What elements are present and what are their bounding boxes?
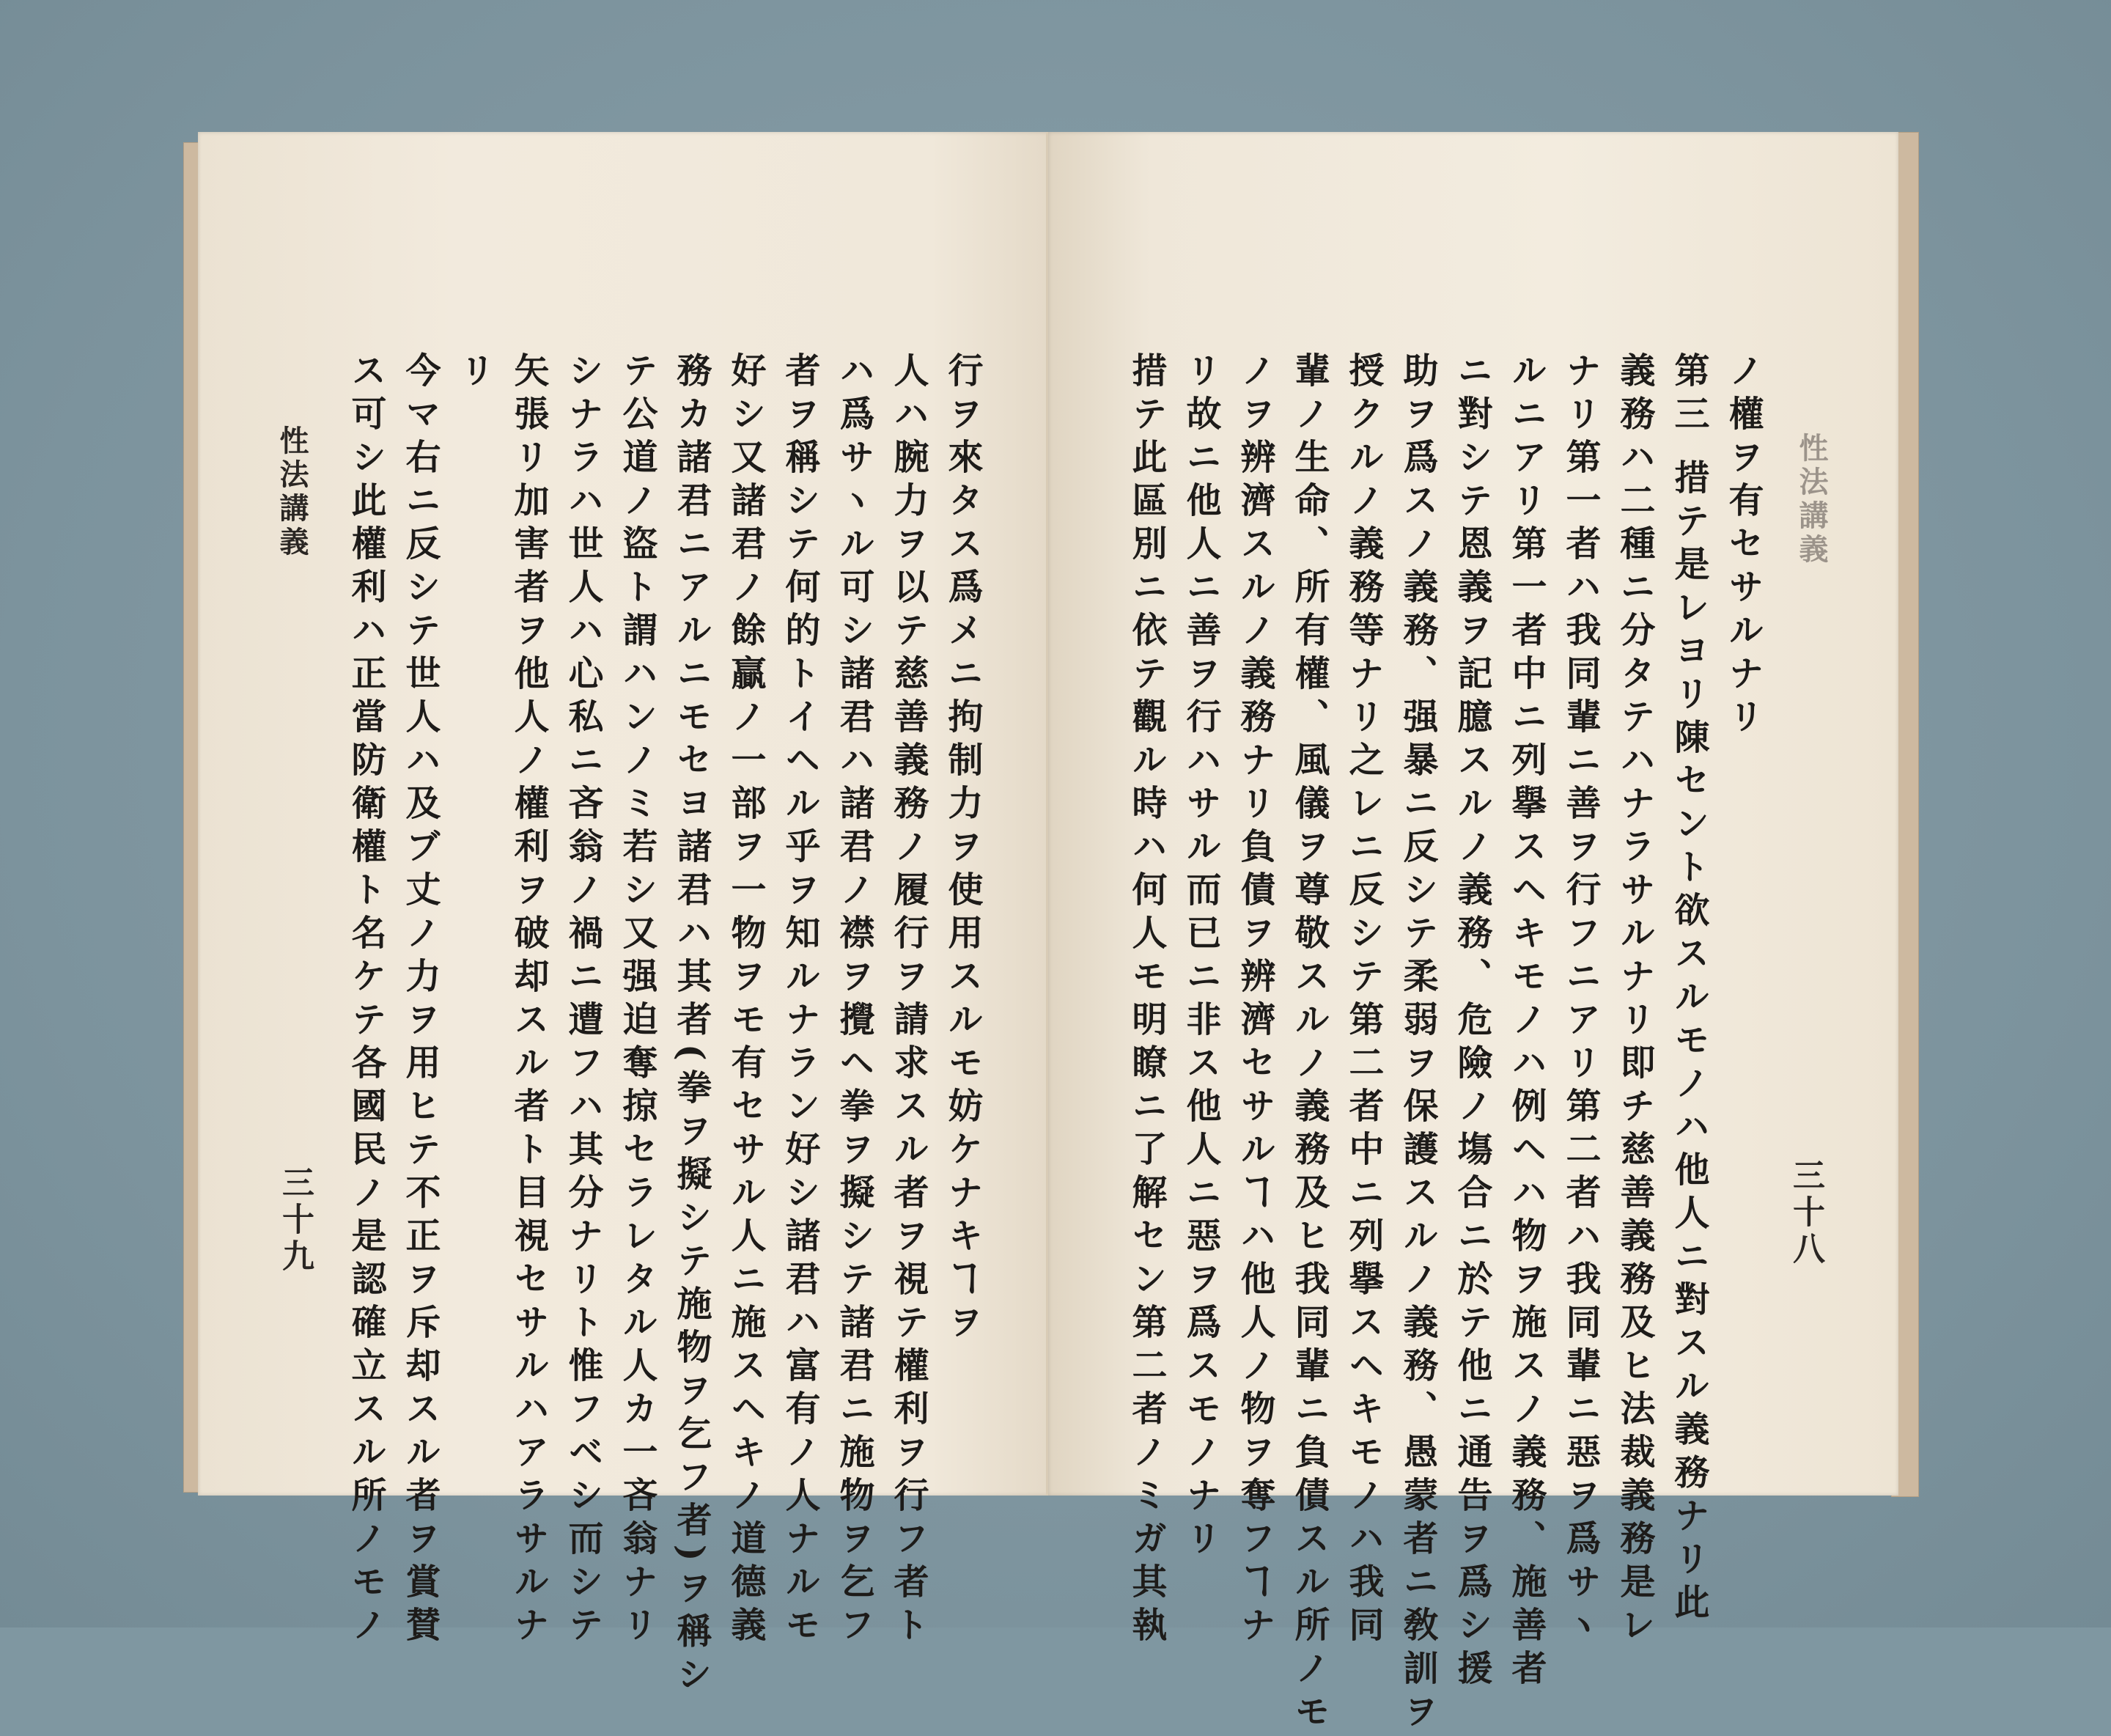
- text-line: ノ權ヲ有セサルナリ: [1723, 352, 1764, 741]
- text-line: テ公道ノ盜ト謂ハンノミ若シ又强迫奪掠セラレタル人カ一吝翁ナリ: [616, 352, 657, 1649]
- text-line: 者ヲ稱シテ何的トイヘル乎ヲ知ルナラン好シ諸君ハ富有ノ人ナルモ: [779, 352, 820, 1649]
- text-line: 好シ又諸君ノ餘贏ノ一部ヲ一物ヲモ有セサル人ニ施スヘキノ道德義: [725, 352, 766, 1649]
- running-head: 性法講義: [275, 425, 309, 560]
- left-page-body: [339, 352, 990, 1699]
- text-line: 今マ右ニ反シテ世人ハ及ブ丈ノ力ヲ用ヒテ不正ヲ斥却スル者ヲ賞賛: [399, 352, 441, 1649]
- left-page: [198, 132, 1061, 1699]
- text-line: 授クルノ義務等ナリ之レニ反シテ第二者中ニ列擧スヘキモノハ我同: [1343, 352, 1384, 1649]
- text-line: 助ヲ爲スノ義務、强暴ニ反シテ柔弱ヲ保護スルノ義務、愚蒙者ニ敎訓ヲ: [1397, 352, 1438, 1736]
- text-line: ルニアリ第一者中ニ列擧スヘキモノハ例ヘハ物ヲ施スノ義務、施善者: [1506, 352, 1547, 1693]
- text-line: シナラハ世人ハ心私ニ吝翁ノ禍ニ遭フハ其分ナリト惟フベシ而シテ: [562, 352, 603, 1649]
- text-line: ハ爲サヽル可シ諸君ハ諸君ノ襟ヲ攪ヘ拳ヲ擬シテ諸君ニ施物ヲ乞フ: [833, 352, 874, 1649]
- text-line: 矢張リ加害者ヲ他人ノ權利ヲ破却スル者ト目視セサルハアラサルナ: [508, 352, 549, 1649]
- text-line: 輩ノ生命、所有權、風儀ヲ尊敬スルノ義務及ヒ我同輩ニ負債スル所ノモ: [1289, 352, 1330, 1736]
- page-number: 三十九: [276, 1166, 314, 1276]
- text-line: 措テ此區別ニ依テ觀ル時ハ何人モ明瞭ニ了解セン第二者ノミガ其執: [1126, 352, 1167, 1649]
- text-line: ナリ第一者ハ我同輩ニ善ヲ行フニアリ第二者ハ我同輩ニ惡ヲ爲サヽ: [1560, 352, 1601, 1649]
- text-line: ス可シ此權利ハ正當防衛權ト名ケテ各國民ノ是認確立スル所ノモノ: [345, 352, 386, 1649]
- text-line: 行ヲ來タス爲メニ拘制力ヲ使用スルモ妨ケナキヿヲ: [942, 352, 983, 1347]
- text-line: リ: [454, 352, 495, 395]
- right-page: [1048, 132, 1898, 1736]
- right-page-body: [1119, 352, 1770, 1736]
- open-book: [183, 132, 1928, 1736]
- text-line: 務カ諸君ニアルニモセヨ諸君ハ其者(拳ヲ擬シテ施物ヲ乞フ者)ヲ稱シ: [671, 352, 712, 1699]
- text-line: ニ對シテ恩義ヲ記臆スルノ義務、危險ノ塲合ニ於テ他ニ通告ヲ爲シ援: [1451, 352, 1492, 1693]
- text-line: 第三 措テ是レヨリ陳セント欲スルモノハ他人ニ對スル義務ナリ此: [1668, 352, 1709, 1627]
- running-head: 性法講義: [1794, 433, 1829, 567]
- text-line: 義務ハ二種ニ分タテハナラサルナリ即チ慈善義務及ヒ法裁義務是レ: [1614, 352, 1655, 1649]
- text-line: 人ハ腕力ヲ以テ慈善義務ノ履行ヲ請求スル者ヲ視テ權利ヲ行フ者ト: [888, 352, 929, 1649]
- text-line: リ故ニ他人ニ善ヲ行ハサル而已ニ非ス他人ニ惡ヲ爲スモノナリ: [1180, 352, 1221, 1563]
- text-line: ノヲ辨濟スルノ義務ナリ負債ヲ辨濟セサルヿハ他人ノ物ヲ奪フヿナ: [1234, 352, 1275, 1649]
- page-number: 三十八: [1787, 1158, 1824, 1268]
